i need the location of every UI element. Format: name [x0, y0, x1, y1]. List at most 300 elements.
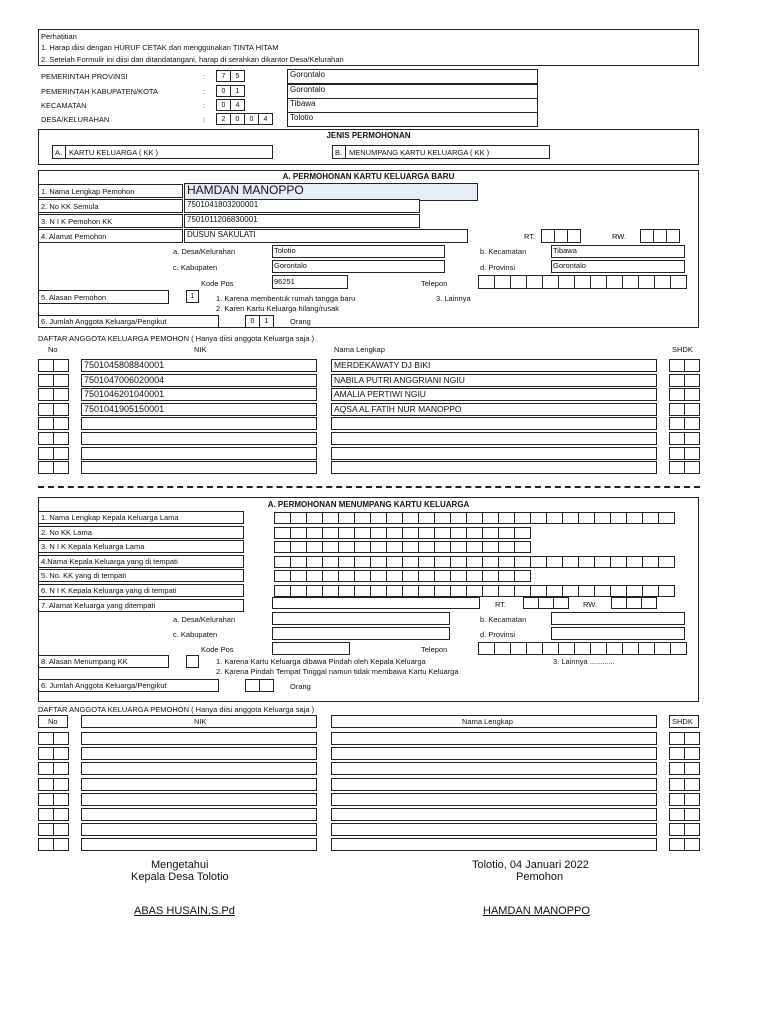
family-a-shdk-cell[interactable] — [684, 432, 700, 445]
section-b-f6-cell[interactable] — [434, 585, 451, 597]
section-b-f2-cell[interactable] — [418, 527, 435, 539]
section-a-reason1: 1. Karena membentuk rumah tangga baru — [216, 294, 356, 303]
section-b-telepon-cell[interactable] — [526, 642, 543, 655]
family-a-shdk-cell[interactable] — [684, 374, 700, 387]
family-a-shdk-cell[interactable] — [684, 461, 700, 474]
family-a-shdk-cell[interactable] — [684, 388, 700, 401]
family-a-nama-field[interactable] — [331, 417, 657, 430]
family-b-nama-field[interactable] — [331, 762, 657, 775]
section-a-kec: Tibawa — [553, 246, 577, 255]
family-a-nama-field[interactable] — [331, 461, 657, 474]
section-b-kab-field[interactable] — [272, 627, 450, 640]
section-b-f4-cell[interactable] — [530, 556, 547, 568]
section-b-f5-cell[interactable] — [450, 570, 467, 582]
section-b-f4-cell[interactable] — [306, 556, 323, 568]
section-b-rt-cell[interactable] — [538, 597, 554, 609]
family-a-nik-field[interactable] — [81, 461, 317, 474]
family-a-no-cell[interactable] — [38, 374, 54, 387]
section-b-f5-cell[interactable] — [274, 570, 291, 582]
section-b-f2-cell[interactable] — [482, 527, 499, 539]
section-b-alasan-input[interactable] — [186, 655, 199, 668]
section-b-f5-cell[interactable] — [402, 570, 419, 582]
family-a-no-cell[interactable] — [53, 374, 69, 387]
section-a-kab: Gorontalo — [274, 261, 307, 270]
section-b-kodepos-field[interactable] — [272, 642, 350, 655]
section-b-orang: Orang — [290, 682, 311, 691]
section-b-f1-cell[interactable] — [594, 512, 611, 524]
region-code-cell[interactable]: 0 — [230, 113, 245, 125]
family-b-nama-field[interactable] — [331, 838, 657, 851]
family-b-nik-field[interactable] — [81, 762, 317, 775]
family-a-no-cell[interactable] — [38, 447, 54, 460]
section-b-f1-cell[interactable] — [354, 512, 371, 524]
family-b-nama-field[interactable] — [331, 747, 657, 760]
section-b-label-f7: 7. Alamat Keluarga yang ditempati — [41, 600, 156, 610]
section-b-f6-cell[interactable] — [402, 585, 419, 597]
region-code-cell[interactable]: 5 — [230, 70, 245, 82]
family-a-no-cell[interactable] — [38, 388, 54, 401]
region-code-cell[interactable]: 0 — [244, 113, 259, 125]
section-b-f2-cell[interactable] — [354, 527, 371, 539]
family-b-shdk-cell[interactable] — [684, 778, 700, 791]
section-b-f3-cell[interactable] — [322, 541, 339, 553]
section-b-f1-cell[interactable] — [322, 512, 339, 524]
section-b-f1-cell[interactable] — [418, 512, 435, 524]
section-b-f3-cell[interactable] — [386, 541, 403, 553]
section-b-telepon-cell[interactable] — [494, 642, 511, 655]
section-b-f5-cell[interactable] — [434, 570, 451, 582]
section-b-f6-cell[interactable] — [466, 585, 483, 597]
region-code-cell[interactable]: 1 — [230, 85, 245, 97]
family-b-shdk-cell[interactable] — [669, 747, 685, 760]
section-a-kodepos: 96251 — [274, 277, 295, 286]
section-b-f1-cell[interactable] — [610, 512, 627, 524]
section-b-f3-cell[interactable] — [418, 541, 435, 553]
family-b-shdk-cell[interactable] — [669, 762, 685, 775]
section-b-telepon-cell[interactable] — [670, 642, 687, 655]
section-b-reason3: 3. Lainnya ............ — [553, 657, 615, 666]
section-b-kec-field[interactable] — [551, 612, 685, 625]
family-b-col-nama: Nama Lengkap — [462, 717, 513, 726]
section-b-f6-cell[interactable] — [370, 585, 387, 597]
family-b-shdk-cell[interactable] — [669, 793, 685, 806]
region-name: Tolotio — [290, 113, 314, 122]
section-b-f2-cell[interactable] — [322, 527, 339, 539]
section-b-rt: RT. — [495, 600, 507, 609]
section-b-f3-cell[interactable] — [434, 541, 451, 553]
section-b-f5-cell[interactable] — [322, 570, 339, 582]
region-name-field[interactable] — [287, 98, 538, 113]
section-b-telepon-cell[interactable] — [622, 642, 639, 655]
section-b-f1-cell[interactable] — [498, 512, 515, 524]
family-a-nama-field[interactable] — [331, 447, 657, 460]
family-b-no-cell[interactable] — [53, 793, 69, 806]
section-a-telepon-cell[interactable] — [526, 275, 543, 289]
section-b-f5-cell[interactable] — [338, 570, 355, 582]
section-b-f1-cell[interactable] — [370, 512, 387, 524]
family-a-no-cell[interactable] — [38, 461, 54, 474]
family-a-shdk-cell[interactable] — [669, 461, 685, 474]
section-b-f4-cell[interactable] — [578, 556, 595, 568]
region-code-cell[interactable]: 7 — [216, 70, 231, 82]
family-b-no-cell[interactable] — [53, 808, 69, 821]
section-b-f6-cell[interactable] — [306, 585, 323, 597]
family-b-nik-field[interactable] — [81, 793, 317, 806]
family-b-nik-field[interactable] — [81, 747, 317, 760]
section-b-telepon-cell[interactable] — [542, 642, 559, 655]
section-b-f1-cell[interactable] — [642, 512, 659, 524]
section-b-f4-cell[interactable] — [482, 556, 499, 568]
family-b-no-cell[interactable] — [53, 732, 69, 745]
section-b-f6-cell[interactable] — [610, 585, 627, 597]
section-b-f2-cell[interactable] — [306, 527, 323, 539]
jenis-title: JENIS PERMOHONAN — [326, 131, 411, 140]
family-a-shdk-cell[interactable] — [669, 403, 685, 416]
section-b-f6-cell[interactable] — [354, 585, 371, 597]
section-b-f4-cell[interactable] — [562, 556, 579, 568]
section-b-f6-cell[interactable] — [514, 585, 531, 597]
family-a-no-cell[interactable] — [38, 432, 54, 445]
family-b-shdk-cell[interactable] — [684, 808, 700, 821]
section-b-f2-cell[interactable] — [338, 527, 355, 539]
section-a-prov: Gorontalo — [553, 261, 586, 270]
section-b-f6-cell[interactable] — [450, 585, 467, 597]
section-b-f6-cell[interactable] — [418, 585, 435, 597]
section-b-f6-cell[interactable] — [338, 585, 355, 597]
family-b-nik-field[interactable] — [81, 732, 317, 745]
section-b-f6-cell[interactable] — [626, 585, 643, 597]
section-b-reason2: 2. Karena Pindah Tempat Tinggal namun tidak membawa Kartu Keluarga — [216, 667, 459, 676]
section-b-telepon-cell[interactable] — [590, 642, 607, 655]
family-b-no-cell[interactable] — [38, 793, 54, 806]
family-b-no-cell[interactable] — [53, 747, 69, 760]
section-a-telepon-cell[interactable] — [478, 275, 495, 289]
family-a-shdk-cell[interactable] — [684, 417, 700, 430]
section-b-telepon-cell[interactable] — [654, 642, 671, 655]
family-b-no-cell[interactable] — [38, 747, 54, 760]
section-b-f4-cell[interactable] — [354, 556, 371, 568]
family-a-shdk-cell[interactable] — [669, 388, 685, 401]
family-a-shdk-cell[interactable] — [669, 417, 685, 430]
section-b-telepon-cell[interactable] — [606, 642, 623, 655]
section-b-f1-cell[interactable] — [466, 512, 483, 524]
family-a-no-cell[interactable] — [53, 447, 69, 460]
section-b-f2-cell[interactable] — [386, 527, 403, 539]
section-b-f2-cell[interactable] — [402, 527, 419, 539]
section-a-label-f4: 4. Alamat Pemohon — [41, 232, 107, 241]
section-b-f1-cell[interactable] — [546, 512, 563, 524]
section-b-f4-cell[interactable] — [386, 556, 403, 568]
family-a-no-cell[interactable] — [53, 359, 69, 372]
section-a-desa-field[interactable] — [272, 245, 445, 258]
family-b-shdk-cell[interactable] — [669, 778, 685, 791]
section-b-f1-cell[interactable] — [402, 512, 419, 524]
section-b-f2-cell[interactable] — [434, 527, 451, 539]
section-b-f4-cell[interactable] — [274, 556, 291, 568]
family-a-no-cell[interactable] — [53, 388, 69, 401]
section-b-f4-cell[interactable] — [626, 556, 643, 568]
section-a-rt-cell[interactable] — [567, 229, 581, 243]
section-b-f2-cell[interactable] — [466, 527, 483, 539]
section-b-f4-cell[interactable] — [594, 556, 611, 568]
section-b-f6-cell[interactable] — [386, 585, 403, 597]
region-code-cell[interactable]: 4 — [258, 113, 273, 125]
family-b-shdk-cell[interactable] — [669, 808, 685, 821]
section-b-f4-cell[interactable] — [546, 556, 563, 568]
section-b-f6-cell[interactable] — [274, 585, 291, 597]
family-a-nama: NABILA PUTRI ANGGRIANI NGIU — [334, 374, 465, 385]
section-b-f1-cell[interactable] — [338, 512, 355, 524]
section-b-f3-cell[interactable] — [498, 541, 515, 553]
family-a-no-cell[interactable] — [53, 432, 69, 445]
section-b-f4-cell[interactable] — [466, 556, 483, 568]
family-b-shdk-cell[interactable] — [684, 793, 700, 806]
family-b-nama-field[interactable] — [331, 808, 657, 821]
family-b-no-cell[interactable] — [38, 808, 54, 821]
section-a-telepon-cell[interactable] — [622, 275, 639, 289]
section-b-f3-cell[interactable] — [274, 541, 291, 553]
section-a-kab-label: c. Kabupaten — [173, 263, 218, 272]
section-a-telepon-cell[interactable] — [574, 275, 591, 289]
family-a-shdk-cell[interactable] — [684, 403, 700, 416]
section-b-reason1: 1. Karena Kartu Keluarga dibawa Pindah oleh Kepala Keluarga — [216, 657, 426, 666]
section-b-f6-cell[interactable] — [578, 585, 595, 597]
family-b-no-cell[interactable] — [38, 732, 54, 745]
section-a-rt-cell[interactable] — [554, 229, 568, 243]
section-b-rt-cell[interactable] — [553, 597, 569, 609]
section-b-rt-cell[interactable] — [523, 597, 539, 609]
family-b-no-cell[interactable] — [53, 838, 69, 851]
family-b-nik-field[interactable] — [81, 823, 317, 836]
family-b-no-cell[interactable] — [38, 823, 54, 836]
family-b-shdk-cell[interactable] — [669, 732, 685, 745]
section-b-f4-cell[interactable] — [610, 556, 627, 568]
section-a-jumlah-cell[interactable]: 0 — [245, 315, 260, 328]
region-code-cell[interactable]: 0 — [216, 99, 231, 111]
section-b-telepon-cell[interactable] — [510, 642, 527, 655]
family-a-no-cell[interactable] — [38, 403, 54, 416]
section-b-f5-cell[interactable] — [482, 570, 499, 582]
section-b-f3-cell[interactable] — [450, 541, 467, 553]
section-b-f5-cell[interactable] — [466, 570, 483, 582]
section-b-f5-cell[interactable] — [498, 570, 515, 582]
section-b-f4-cell[interactable] — [338, 556, 355, 568]
family-b-no-cell[interactable] — [38, 778, 54, 791]
section-b-f1-cell[interactable] — [450, 512, 467, 524]
section-b-f6-cell[interactable] — [546, 585, 563, 597]
section-b-alamat-field[interactable] — [272, 597, 480, 609]
jenis-b-divider — [345, 145, 346, 159]
section-b-f3-cell[interactable] — [370, 541, 387, 553]
family-a-no-cell[interactable] — [38, 417, 54, 430]
family-b-nama-field[interactable] — [331, 823, 657, 836]
section-b-f4-cell[interactable] — [370, 556, 387, 568]
section-a-label-f1: 1. Nama Lengkap Pemohon — [41, 187, 135, 196]
family-a-shdk-cell[interactable] — [669, 359, 685, 372]
section-a-rt: RT. — [524, 232, 536, 241]
section-b-f4-cell[interactable] — [658, 556, 675, 568]
section-b-f1-cell[interactable] — [482, 512, 499, 524]
section-b-rw-cell[interactable] — [641, 597, 657, 609]
section-b-rw-cell[interactable] — [626, 597, 642, 609]
section-a-rw-cell[interactable] — [653, 229, 667, 243]
section-b-f1-cell[interactable] — [530, 512, 547, 524]
section-b-f6-cell[interactable] — [594, 585, 611, 597]
section-b-f3-cell[interactable] — [354, 541, 371, 553]
section-b-f4-cell[interactable] — [322, 556, 339, 568]
section-b-rw-cell[interactable] — [611, 597, 627, 609]
section-b-f4-cell[interactable] — [514, 556, 531, 568]
section-b-f5-cell[interactable] — [418, 570, 435, 582]
section-b-f1-cell[interactable] — [658, 512, 675, 524]
section-b-f3-cell[interactable] — [338, 541, 355, 553]
section-b-f5-cell[interactable] — [514, 570, 531, 582]
section-b-prov-field[interactable] — [551, 627, 685, 640]
family-b-shdk-cell[interactable] — [669, 823, 685, 836]
family-b-nama-field[interactable] — [331, 793, 657, 806]
family-b-no-cell[interactable] — [53, 823, 69, 836]
section-b-f6-cell[interactable] — [642, 585, 659, 597]
section-a-telepon-cell[interactable] — [558, 275, 575, 289]
section-b-jumlah-cell[interactable] — [259, 679, 274, 692]
section-a-rw-cell[interactable] — [666, 229, 680, 243]
region-code-cell[interactable]: 2 — [216, 113, 231, 125]
section-b-f6-cell[interactable] — [290, 585, 307, 597]
section-b-rw: RW. — [583, 600, 598, 609]
family-a-no-cell[interactable] — [53, 403, 69, 416]
section-b-f6-cell[interactable] — [482, 585, 499, 597]
section-b-f1-cell[interactable] — [274, 512, 291, 524]
section-b-f4-cell[interactable] — [418, 556, 435, 568]
section-b-f3-cell[interactable] — [402, 541, 419, 553]
section-b-f2-cell[interactable] — [498, 527, 515, 539]
section-b-f4-cell[interactable] — [290, 556, 307, 568]
section-b-f2-cell[interactable] — [370, 527, 387, 539]
family-b-nik-field[interactable] — [81, 808, 317, 821]
section-b-f1-cell[interactable] — [306, 512, 323, 524]
family-b-nama-field[interactable] — [331, 778, 657, 791]
family-b-shdk-cell[interactable] — [684, 823, 700, 836]
section-b-f2-cell[interactable] — [274, 527, 291, 539]
section-b-f2-cell[interactable] — [450, 527, 467, 539]
section-b-telepon-cell[interactable] — [574, 642, 591, 655]
family-a-shdk-cell[interactable] — [669, 374, 685, 387]
family-a-no-cell[interactable] — [53, 461, 69, 474]
section-a-telepon-cell[interactable] — [654, 275, 671, 289]
section-b-f5-cell[interactable] — [386, 570, 403, 582]
section-b-f4-cell[interactable] — [450, 556, 467, 568]
section-a-telepon-cell[interactable] — [606, 275, 623, 289]
section-a-reason3: 3. Lainnya — [436, 294, 471, 303]
family-a-nik-field[interactable] — [81, 432, 317, 445]
section-b-f3-cell[interactable] — [482, 541, 499, 553]
family-b-no-cell[interactable] — [38, 762, 54, 775]
region-code-cell[interactable]: 0 — [216, 85, 231, 97]
section-b-f1-cell[interactable] — [434, 512, 451, 524]
family-a-nama-field[interactable] — [331, 432, 657, 445]
family-a-nik-field[interactable] — [81, 447, 317, 460]
family-a-no-cell[interactable] — [38, 359, 54, 372]
family-b-nik-field[interactable] — [81, 778, 317, 791]
section-b-f6-cell[interactable] — [498, 585, 515, 597]
section-b-f1-cell[interactable] — [386, 512, 403, 524]
section-b-f3-cell[interactable] — [466, 541, 483, 553]
section-a-rt-cell[interactable] — [541, 229, 555, 243]
family-b-no-cell[interactable] — [53, 778, 69, 791]
section-b-telepon-cell[interactable] — [478, 642, 495, 655]
section-a-telepon-cell[interactable] — [590, 275, 607, 289]
section-b-f4-cell[interactable] — [498, 556, 515, 568]
region-colon: : — [203, 115, 206, 124]
section-b-jumlah-cell[interactable] — [245, 679, 260, 692]
section-a-alasan-input[interactable]: 1 — [186, 290, 199, 303]
section-a-jumlah-cell[interactable]: 1 — [259, 315, 274, 328]
family-a-nik-field[interactable] — [81, 417, 317, 430]
section-b-f4-cell[interactable] — [642, 556, 659, 568]
section-b-f1-cell[interactable] — [290, 512, 307, 524]
section-b-f4-cell[interactable] — [402, 556, 419, 568]
section-b-label-f4: 4.Nama Kepala Keluarga yang di tempati — [41, 556, 178, 566]
section-b-f1-cell[interactable] — [514, 512, 531, 524]
section-b-f3-cell[interactable] — [306, 541, 323, 553]
section-a-telepon-cell[interactable] — [670, 275, 687, 289]
family-b-shdk-cell[interactable] — [669, 838, 685, 851]
section-b-f5-cell[interactable] — [290, 570, 307, 582]
section-b-f6-cell[interactable] — [658, 585, 675, 597]
family-a-shdk-cell[interactable] — [684, 359, 700, 372]
family-b-shdk-cell[interactable] — [684, 762, 700, 775]
section-b-telepon-cell[interactable] — [558, 642, 575, 655]
family-a-nama: AQSA AL FATIH NUR MANOPPO — [334, 403, 462, 414]
family-a-shdk-cell[interactable] — [669, 432, 685, 445]
family-b-nama-field[interactable] — [331, 732, 657, 745]
section-a-rw-cell[interactable] — [640, 229, 654, 243]
section-a-telepon-cell[interactable] — [510, 275, 527, 289]
section-a-telepon-cell[interactable] — [494, 275, 511, 289]
family-a-no-cell[interactable] — [53, 417, 69, 430]
family-b-no-cell[interactable] — [38, 838, 54, 851]
section-b-f5-cell[interactable] — [354, 570, 371, 582]
section-b-f6-cell[interactable] — [530, 585, 547, 597]
section-b-f1-cell[interactable] — [578, 512, 595, 524]
section-b-telepon-cell[interactable] — [638, 642, 655, 655]
section-b-f3-cell[interactable] — [514, 541, 531, 553]
jenis-b-label: MENUMPANG KARTU KELUARGA ( KK ) — [349, 148, 490, 157]
section-a-telepon-cell[interactable] — [542, 275, 559, 289]
section-b-f4-cell[interactable] — [434, 556, 451, 568]
family-b-shdk-cell[interactable] — [684, 732, 700, 745]
family-a-shdk-cell[interactable] — [669, 447, 685, 460]
family-a-shdk-cell[interactable] — [684, 447, 700, 460]
section-b-f5-cell[interactable] — [370, 570, 387, 582]
section-b-f3-cell[interactable] — [290, 541, 307, 553]
section-b-f1-cell[interactable] — [626, 512, 643, 524]
section-b-f6-cell[interactable] — [322, 585, 339, 597]
section-b-f2-cell[interactable] — [290, 527, 307, 539]
section-b-f2-cell[interactable] — [514, 527, 531, 539]
family-b-shdk-cell[interactable] — [684, 838, 700, 851]
section-b-f6-cell[interactable] — [562, 585, 579, 597]
region-name-field[interactable] — [287, 112, 538, 127]
family-b-shdk-cell[interactable] — [684, 747, 700, 760]
section-b-f1-cell[interactable] — [562, 512, 579, 524]
region-code-cell[interactable]: 4 — [230, 99, 245, 111]
section-b-desa-field[interactable] — [272, 612, 450, 625]
family-b-nik-field[interactable] — [81, 838, 317, 851]
section-a-telepon-cell[interactable] — [638, 275, 655, 289]
family-b-no-cell[interactable] — [53, 762, 69, 775]
section-b-f5-cell[interactable] — [306, 570, 323, 582]
